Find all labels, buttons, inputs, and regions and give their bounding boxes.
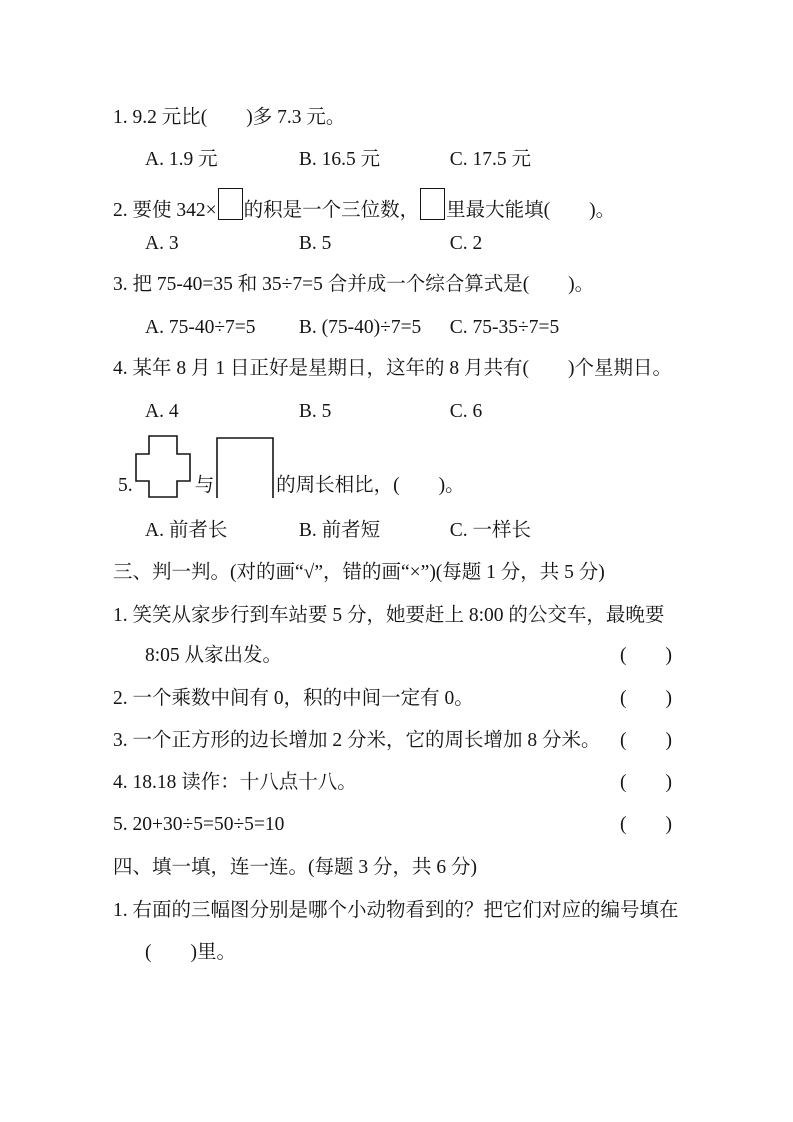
answer-box bbox=[420, 188, 445, 220]
judge-item-1-line-1 bbox=[113, 601, 675, 631]
option-a: A. 75-40÷7=5 bbox=[145, 317, 256, 338]
option-b: B. 5 bbox=[298, 233, 332, 254]
option-b: B. (75-40)÷7=5 bbox=[298, 317, 422, 338]
option-b: B. 16.5 元 bbox=[298, 149, 381, 170]
option-c: C. 一样长 bbox=[449, 520, 532, 541]
choice-question-4-text: 4. 某年 8 月 1 日正好是星期日，这年的 8 月共有( )个星期日。 bbox=[113, 358, 672, 379]
option-a: A. 1.9 元 bbox=[145, 149, 218, 170]
choice-question-2 bbox=[113, 188, 675, 226]
option-a: A. 前者长 bbox=[145, 520, 228, 541]
judge-item-3 bbox=[113, 726, 675, 756]
choice-question-2-options bbox=[145, 229, 707, 259]
judge-item-1-text: 1. 笑笑从家步行到车站要 5 分，她要赶上 8:00 的公交车，最晚要 bbox=[113, 605, 665, 626]
choice-question-1 bbox=[113, 103, 675, 133]
choice-question-2-text-1: 2. 要使 342× bbox=[113, 200, 217, 221]
option-c: C. 17.5 元 bbox=[449, 149, 532, 170]
answer-box bbox=[218, 188, 243, 220]
judge-section-header bbox=[113, 558, 675, 588]
cross-shape bbox=[135, 435, 191, 498]
judge-item-3-text: 3. 一个正方形的边长增加 2 分米，它的周长增加 8 分米。 bbox=[113, 730, 601, 751]
choice-question-3 bbox=[113, 270, 675, 300]
choice-question-5-options bbox=[145, 516, 707, 546]
fill-section-header-text: 四、填一填，连一连。(每题 3 分，共 6 分) bbox=[113, 857, 477, 878]
judge-answer-parens: ( ) bbox=[620, 814, 672, 835]
choice-question-5 bbox=[118, 435, 738, 498]
choice-question-4 bbox=[113, 354, 675, 384]
choice-question-5-text-tail: 的周长相比，( )。 bbox=[276, 475, 465, 496]
judge-section-header-text: 三、判一判。(对的画“√”，错的画“×”)(每题 1 分，共 5 分) bbox=[113, 562, 605, 583]
option-a: A. 3 bbox=[145, 233, 179, 254]
judge-answer-parens: ( ) bbox=[620, 645, 672, 666]
judge-answer-parens: ( ) bbox=[620, 688, 672, 709]
option-c: C. 75-35÷7=5 bbox=[449, 317, 560, 338]
option-a: A. 4 bbox=[145, 401, 179, 422]
judge-answer-parens: ( ) bbox=[620, 772, 672, 793]
judge-answer-parens: ( ) bbox=[620, 730, 672, 751]
judge-item-4-text: 4. 18.18 读作：十八点十八。 bbox=[113, 772, 357, 793]
choice-question-1-options bbox=[145, 145, 707, 175]
fill-question-1-text: 1. 右面的三幅图分别是哪个小动物看到的？把它们对应的编号填在 bbox=[113, 900, 679, 921]
judge-item-1-text-cont: 8:05 从家出发。 bbox=[145, 645, 283, 666]
option-c: C. 2 bbox=[449, 233, 483, 254]
judge-item-1-line-2 bbox=[113, 641, 675, 671]
fill-question-1-text-cont: ( )里。 bbox=[145, 942, 236, 963]
fill-question-1-line-2 bbox=[113, 938, 675, 968]
judge-item-4 bbox=[113, 768, 675, 798]
choice-question-1-text: 1. 9.2 元比( )多 7.3 元。 bbox=[113, 107, 346, 128]
judge-item-2-text: 2. 一个乘数中间有 0，积的中间一定有 0。 bbox=[113, 688, 474, 709]
choice-question-5-text-mid: 与 bbox=[194, 475, 215, 496]
choice-question-2-text-3: 里最大能填( )。 bbox=[446, 200, 616, 221]
option-b: B. 5 bbox=[298, 401, 332, 422]
fill-section-header bbox=[113, 853, 675, 883]
choice-question-2-text-2: 的积是一个三位数， bbox=[243, 200, 420, 221]
choice-question-3-options bbox=[145, 313, 707, 343]
judge-item-5 bbox=[113, 810, 675, 840]
choice-question-3-text: 3. 把 75-40=35 和 35÷7=5 合并成一个综合算式是( )。 bbox=[113, 274, 595, 295]
choice-question-5-number: 5. bbox=[118, 475, 133, 496]
open-rectangle-shape bbox=[216, 437, 274, 498]
judge-item-5-text: 5. 20+30÷5=50÷5=10 bbox=[113, 814, 285, 835]
option-c: C. 6 bbox=[449, 401, 483, 422]
option-b: B. 前者短 bbox=[298, 520, 381, 541]
fill-question-1-line-1 bbox=[113, 896, 679, 926]
judge-item-2 bbox=[113, 684, 675, 714]
choice-question-4-options bbox=[145, 397, 707, 427]
